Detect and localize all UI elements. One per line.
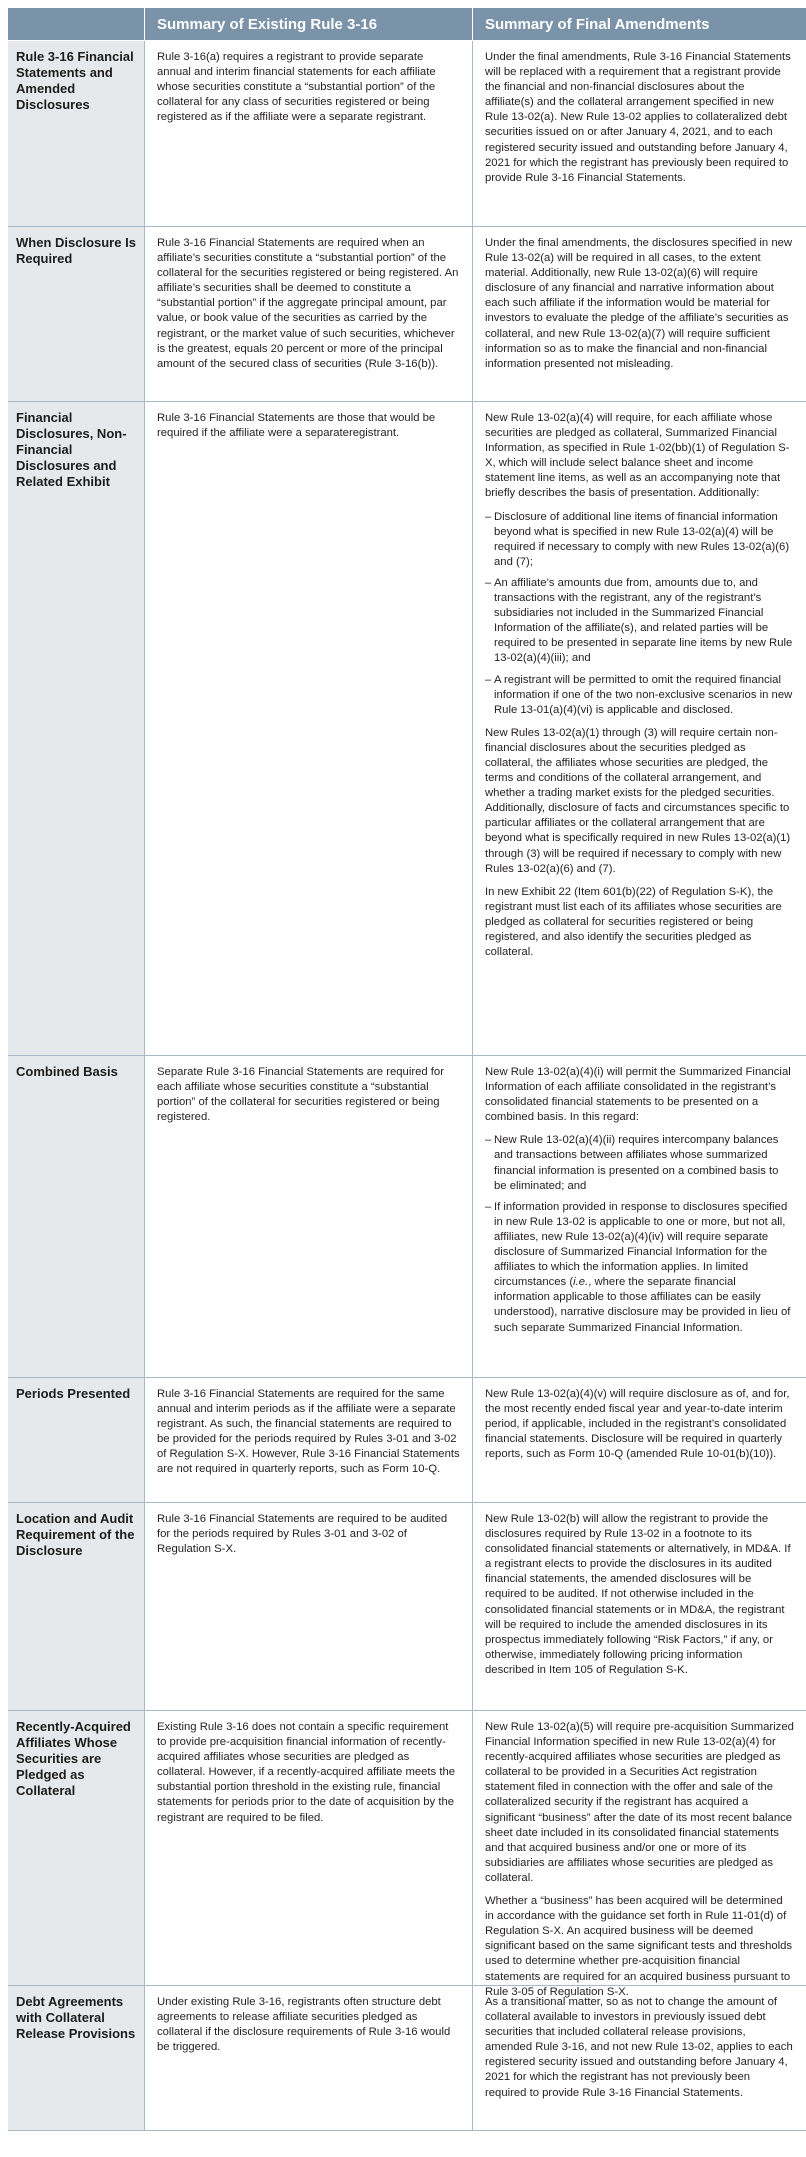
row-label: Debt Agreements with Collateral Release Provisions (8, 1986, 145, 2130)
list-item (485, 1200, 794, 1336)
table-row (8, 402, 806, 1056)
comparison-table (8, 8, 806, 2131)
existing-rule-text: Rule 3-16 Financial Statements are those that would be required if the affiliate were a separateregistrant. (145, 402, 473, 1055)
final-amendment-text: Under the final amendments, the disclosures specified in new Rule 13-02(a) will be required in all cases, to the extent material. Additionally, new Rule 13-02(a)(6) will require disclosure of any financial and narrative information about each such affiliate if the information would be material for investors to evaluate the pledge of the affiliate’s securities as collateral, and new Rule 13-02(a)(7) will require sufficient information so as to make the financial and non-financial information presented not misleading. (485, 237, 793, 370)
final-amendment-list (485, 1133, 794, 1335)
final-amendment-list (485, 510, 794, 718)
final-amendment-cell (473, 227, 806, 401)
existing-rule-text: Existing Rule 3-16 does not contain a specific requirement to provide pre-acquisition financial information of recently-acquired affiliates whose securities are pledged as collateral. However, if a recently-acquired affiliate meets the substantial portion threshold in the existing rule, financial statements for periods prior to the date of acquisition by the registrant are required to be filed. (145, 1711, 473, 1985)
existing-rule-text: Rule 3-16 Financial Statements are required for the same annual and interim periods as if the affiliate were a separate registrant. As such, the financial statements are required to be provided for the periods required by Rules 3-01 and 3-02 of Regulation S-X. However, Rule 3-16 Financial Statements are not required in quarterly reports, such as Form 10-Q. (145, 1378, 473, 1502)
bullet-text-start: If information provided in response to disclosures specified in new Rule 13-02 is applicable to one or more, but not all, affiliates, new Rule 13-02(a)(4)(iv) will require separate disclosure of Summarized Financial Information for the affiliates to which the information applies. In limited circumstances ( (494, 1200, 788, 1289)
final-amendment-text: New Rule 13-02(a)(4) will require, for each affiliate whose securities are pledged as collateral, Summarized Financial Information, as specified in Rule 1-02(bb)(1) of Regulation S-X, which will include select balance sheet and income statement line items, as well as an accompanying note that briefly describes the basis of presentation. Additionally: (485, 412, 790, 500)
header-blank-cell (8, 8, 145, 40)
table-row (8, 1378, 806, 1503)
final-amendment-text: In new Exhibit 22 (Item 601(b)(22) of Regulation S-K), the registrant must list each of its affiliates whose securities are pledged as collateral for securities registered or being registered, and also identify the securities pledged as collateral. (485, 885, 782, 959)
final-amendment-cell (473, 1503, 806, 1710)
existing-rule-text: Rule 3-16(a) requires a registrant to provide separate annual and interim financial statements for each affiliate whose securities constitute a “substantial portion” of the collateral for any class of securities registered or being registered as if the affiliate were a separate registrant. (145, 41, 473, 226)
list-item: – A registrant will be permitted to omit the required financial information if one of the two non-exclusive scenarios in new Rule 13-01(a)(4)(vi) is applicable and disclosed. (485, 673, 794, 718)
table-row (8, 227, 806, 402)
list-item: – Disclosure of additional line items of financial information beyond what is specified in new Rule 13-02(a)(4) will be required if necessary to comply with new Rules 13-02(a)(6) and (7); (485, 510, 794, 570)
row-label: Location and Audit Requirement of the Disclosure (8, 1503, 145, 1710)
row-label: Financial Disclosures, Non-Financial Disclosures and Related Exhibit (8, 402, 145, 1055)
final-amendment-text: New Rule 13-02(a)(5) will require pre-acquisition Summarized Financial Information specified in new Rule 13-02(a)(4) for recently-acquired affiliates whose securities are pledged as collateral to be provided in a Securities Act registration statement filed in connection with the offer and sale of the collateralized security if the registrant has acquired a significant “business” after the date of its most recent balance sheet date included in its consolidated financial statements and that acquired business and/or one or more of its subsidiaries are affiliates whose securities are pledged as collateral. (485, 1721, 794, 1884)
header-final-amendments: Summary of Final Amendments (485, 16, 710, 33)
list-item: – New Rule 13-02(a)(4)(ii) requires intercompany balances and transactions between affiliates whose summarized financial information is presented on a combined basis to be eliminated; and (485, 1133, 794, 1193)
final-amendment-text: New Rules 13-02(a)(1) through (3) will require certain non-financial disclosures about the securities pledged as collateral, the affiliates whose securities are pledged, the terms and conditions of the collateral arrangement, and whether a trading market exists for the pledged securities. Additionally, disclosure of facts and circumstances specific to particular affiliates or the collateral arrangement that are beyond what is specifically required in new Rules 13-02(a)(1) through (3) will be required if necessary to comply with new Rules 13-02(a)(6) and (7). (485, 726, 791, 875)
final-amendment-text: Whether a “business” has been acquired will be determined in accordance with the guidance set forth in Rule 11-01(d) of Regulation S-X. An acquired business will be deemed significant based on the same significant tests and thresholds used to determine whether pre-acquisition financial statements are required for an acquired business pursuant to Rule 3-05 of Regulation S-X. (485, 1895, 793, 1998)
table-row (8, 41, 806, 227)
table-header (8, 8, 806, 41)
existing-rule-text: Separate Rule 3-16 Financial Statements are required for each affiliate whose securities constitute a “substantial portion” of the collateral for securities registered or being registered. (145, 1056, 473, 1377)
row-label: Rule 3-16 Financial Statements and Amended Disclosures (8, 41, 145, 226)
table-row (8, 1986, 806, 2131)
final-amendment-cell (473, 41, 806, 226)
table-row (8, 1056, 806, 1378)
final-amendment-text: Under the final amendments, Rule 3-16 Financial Statements will be replaced with a requirement that a registrant provide the financial and non-financial disclosures about the affiliate(s) and the collateral arrangement specified in new Rule 13-02(a). New Rule 13-02 applies to collateralized debt securities issued on or after January 4, 2021, and to each registered security issued and outstanding before January 4, 2021 for which the registrant has previously been required to provide Rule 3-16 Financial Statements. (485, 51, 791, 184)
final-amendment-cell (473, 1056, 806, 1377)
bullet-text-italic: i.e. (573, 1276, 589, 1289)
row-label: Recently-Acquired Affiliates Whose Securities are Pledged as Collateral (8, 1711, 145, 1985)
final-amendment-text: As a transitional matter, so as not to change the amount of collateral available to investors in previously issued debt securities that included collateral release provisions, amended Rule 3-16, and not new Rule 13-02, applies to each registered security issued and outstanding before January 4, 2021 for which the registrant has not previously been required to provide Rule 3-16 Financial Statements. (485, 1996, 793, 2099)
final-amendment-text: New Rule 13-02(b) will allow the registrant to provide the disclosures required by Rule 13-02 in a footnote to its consolidated financial statements or alternatively, in MD&A. If a registrant elects to provide the disclosures in its audited financial statements, the amended disclosures will be required to be audited. If not otherwise included in the consolidated financial statements or in MD&A, the registrant will be required to include the amended disclosures in its prospectus immediately following “Risk Factors,” if any, or otherwise, immediately following pricing information described in Item 105 of Regulation S-K. (485, 1513, 791, 1676)
row-label: Combined Basis (8, 1056, 145, 1377)
existing-rule-text: Under existing Rule 3-16, registrants often structure debt agreements to release affiliate securities pledged as collateral if the disclosure requirements of Rule 3-16 would be triggered. (145, 1986, 473, 2130)
bullet-text-end: , where the separate financial information applicable to those affiliates can be easily understood), narrative disclosure may be provided in lieu of such separate Summarized Financial Information. (494, 1276, 791, 1334)
existing-rule-text: Rule 3-16 Financial Statements are required when an affiliate’s securities constitute a “substantial portion” of the collateral for the securities registered or being registered. An affiliate’s securities shall be deemed to constitute a “substantial portion” if the aggregate principal amount, par value, or book value of the securities as carried by the registrant, or the market value of such securities, whichever is the greatest, equals 20 percent or more of the principal amount of the secured class of securities (Rule 3-16(b)). (145, 227, 473, 401)
row-label: When Disclosure Is Required (8, 227, 145, 401)
final-amendment-text: New Rule 13-02(a)(4)(i) will permit the Summarized Financial Information of each affiliate consolidated in the registrant’s consolidated financial statements to be presented on a combined basis. In this regard: (485, 1066, 791, 1124)
existing-rule-text: Rule 3-16 Financial Statements are required to be audited for the periods required by Rules 3-01 and 3-02 of Regulation S-X. (145, 1503, 473, 1710)
table-row (8, 1711, 806, 1998)
final-amendment-cell (473, 402, 806, 1055)
final-amendment-cell (473, 1378, 806, 1502)
table-row (8, 1503, 806, 1711)
final-amendment-cell (473, 1986, 806, 2130)
final-amendment-cell (473, 1711, 806, 1998)
row-label: Periods Presented (8, 1378, 145, 1502)
final-amendment-text: New Rule 13-02(a)(4)(v) will require disclosure as of, and for, the most recently ended fiscal year and year-to-date interim period, if applicable, included in the registrant’s consolidated financial statements. Disclosure will be required in quarterly reports, such as Form 10-Q (amended Rule 10-01(b)(10)). (485, 1388, 790, 1461)
header-existing-rule: Summary of Existing Rule 3-16 (145, 8, 473, 40)
list-item: – An affiliate’s amounts due from, amounts due to, and transactions with the registrant, any of the registrant’s subsidiaries not included in the Summarized Financial Information of the affiliate(s), and related parties will be required to be presented in separate line items by new Rule 13-02(a)(4)(iii); and (485, 576, 794, 667)
